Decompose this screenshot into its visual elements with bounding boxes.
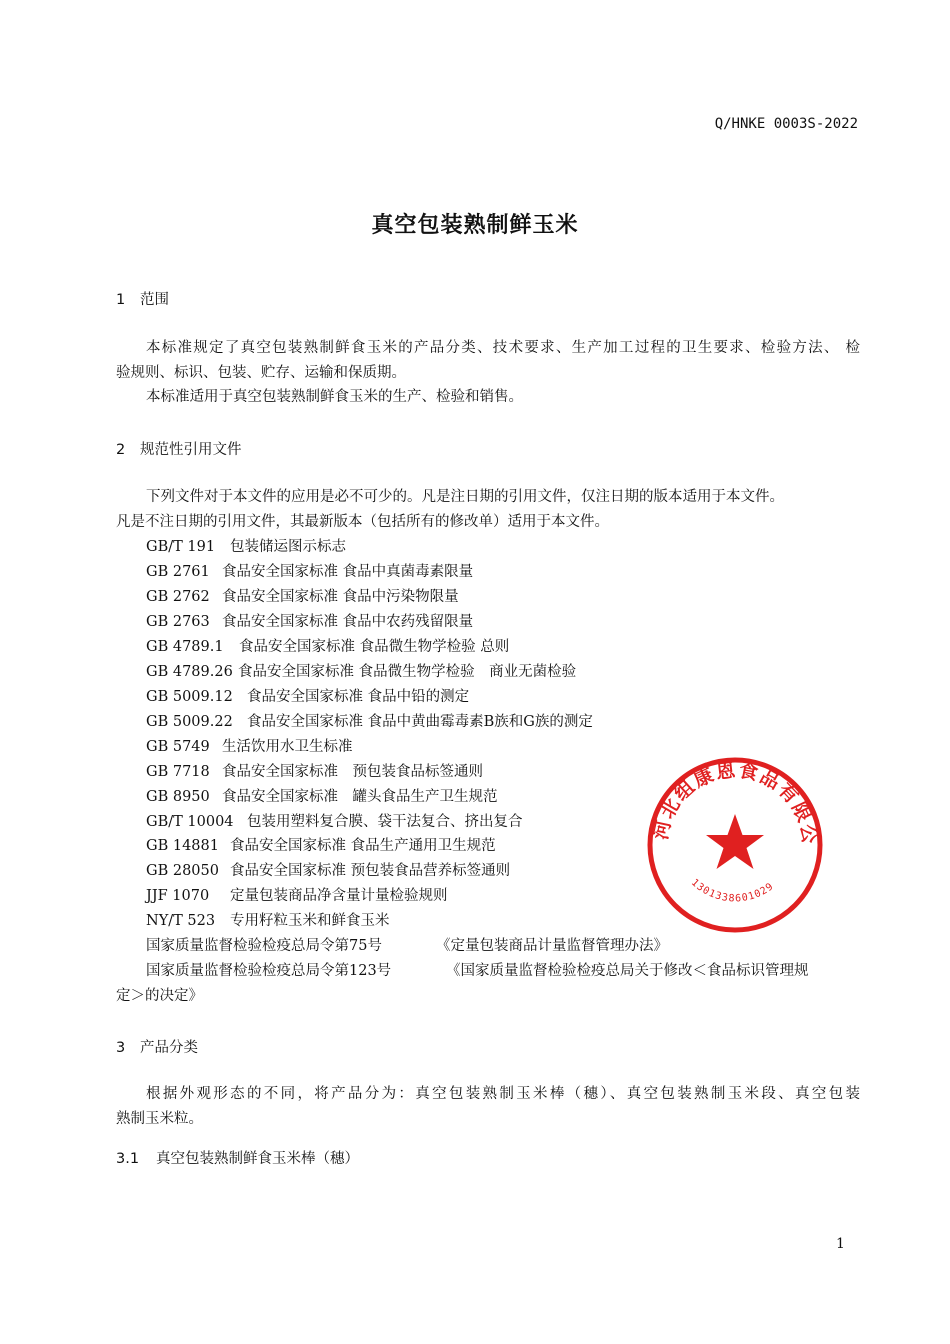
reference-item (146, 834, 496, 859)
standard-code: Q/HNKE 0003S-2022 (714, 116, 858, 132)
reference-code: GB 2762 (146, 589, 210, 605)
reference-code: GB 2761 (146, 564, 210, 580)
scope-paragraph-line1: 本标准规定了真空包装熟制鲜食玉米的产品分类、技术要求、生产加工过程的卫生要求、检验方法、 检 (146, 340, 860, 356)
reference-item (146, 610, 473, 635)
reference-name: 食品安全国家标准 预包装食品标签通则 (222, 764, 483, 780)
reference-item (146, 585, 459, 610)
reference-item (146, 535, 346, 560)
reference-code: NY/T 523 (146, 913, 216, 929)
reference-name: 食品安全国家标准 食品中黄曲霉毒素B族和G族的测定 (247, 714, 593, 730)
reference-name: 食品安全国家标准 食品微生物学检验 总则 (239, 639, 510, 655)
page-number: 1 (836, 1236, 845, 1252)
reference-item (146, 810, 523, 835)
seal-star-icon (706, 814, 764, 869)
reference-name: 包装储运图示标志 (230, 539, 346, 555)
section-title: 范围 (140, 292, 169, 308)
company-seal-graphic (646, 756, 824, 934)
reference-item (146, 859, 510, 884)
section-heading-1 (116, 288, 169, 309)
document-title: 真空包装熟制鲜玉米 (371, 213, 579, 238)
reference-name: 食品安全国家标准 预包装食品营养标签通则 (230, 863, 511, 879)
reference-code: GB 28050 (146, 863, 219, 879)
reference-code: GB/T 191 (146, 539, 216, 555)
references-intro-line2: 凡是不注日期的引用文件，其最新版本（包括所有的修改单）适用于本文件。 (116, 514, 609, 530)
reference-item (146, 735, 353, 760)
seal-company-path: 河北组康恩食品有限公 (649, 759, 821, 847)
reference-name: 食品安全国家标准 食品中污染物限量 (222, 589, 459, 605)
reference-code: GB 8950 (146, 789, 210, 805)
reference-code: GB 5749 (146, 739, 210, 755)
references-intro-line1: 下列文件对于本文件的应用是必不可少的。凡是注日期的引用文件，仅注日期的版本适用于本文件。 (146, 489, 784, 505)
regulation-item (146, 934, 668, 959)
reference-name: 食品安全国家标准 食品中铅的测定 (247, 689, 470, 705)
reference-name: 包装用塑料复合膜、袋干法复合、挤出复合 (247, 814, 523, 830)
reference-item (146, 760, 483, 785)
reference-item (146, 785, 498, 810)
subsection-title: 真空包装熟制鲜食玉米棒（穗） (156, 1151, 359, 1167)
section-title: 产品分类 (140, 1040, 198, 1056)
section-title: 规范性引用文件 (140, 442, 242, 458)
reference-name: 定量包装商品净含量计量检验规则 (230, 888, 448, 904)
reference-name: 生活饮用水卫生标准 (222, 739, 353, 755)
section-heading-2 (116, 438, 242, 459)
reference-code: GB 14881 (146, 838, 219, 854)
regulation-name: 《定量包装商品计量监督管理办法》 (436, 938, 668, 954)
reference-name: 食品安全国家标准 罐头食品生产卫生规范 (222, 789, 498, 805)
section-number: 2 (116, 442, 126, 458)
reference-name: 食品安全国家标准 食品中真菌毒素限量 (222, 564, 474, 580)
reference-item (146, 560, 473, 585)
reference-name: 食品安全国家标准 食品中农药残留限量 (222, 614, 474, 630)
reference-code: GB 7718 (146, 764, 210, 780)
reference-item (146, 710, 593, 735)
regulation-name-continued: 定＞的决定》 (116, 988, 203, 1004)
classification-line2: 熟制玉米粒。 (116, 1111, 203, 1127)
reference-name: 食品安全国家标准 食品生产通用卫生规范 (230, 838, 496, 854)
reference-code: GB 4789.1 (146, 639, 224, 655)
subsection-number: 3.1 (116, 1151, 140, 1167)
reference-item (146, 884, 448, 909)
reference-name: 专用籽粒玉米和鲜食玉米 (230, 913, 390, 929)
regulation-item (146, 959, 809, 984)
reference-code: GB 5009.12 (146, 689, 233, 705)
reference-item (146, 635, 509, 660)
reference-code: GB 2763 (146, 614, 210, 630)
subsection-heading-3-1 (116, 1147, 359, 1168)
scope-paragraph-2: 本标准适用于真空包装熟制鲜食玉米的生产、检验和销售。 (146, 389, 523, 405)
seal-number-text (689, 877, 776, 904)
section-number: 3 (116, 1040, 126, 1056)
section-number: 1 (116, 292, 126, 308)
company-seal (646, 756, 824, 934)
reference-item (146, 685, 469, 710)
reference-code: GB/T 10004 (146, 814, 234, 830)
scope-paragraph-line2: 验规则、标识、包装、贮存、运输和保质期。 (116, 365, 406, 381)
regulation-code: 国家质量监督检验检疫总局令第75号 (146, 938, 382, 954)
reference-name: 食品安全国家标准 食品微生物学检验 商业无菌检验 (238, 664, 577, 680)
reference-code: JJF 1070 (146, 888, 210, 904)
reference-code: GB 4789.26 (146, 664, 233, 680)
seal-number-path: 1301338601029 (688, 877, 777, 905)
reference-item (146, 909, 390, 934)
reference-item (146, 660, 576, 685)
classification-line1: 根据外观形态的不同，将产品分为：真空包装熟制玉米棒（穗）、真空包装熟制玉米段、真空包装 (146, 1086, 860, 1102)
regulation-code: 国家质量监督检验检疫总局令第123号 (146, 963, 392, 979)
regulation-name: 《国家质量监督检验检疫总局关于修改＜食品标识管理规 (446, 963, 809, 979)
reference-code: GB 5009.22 (146, 714, 233, 730)
section-heading-3 (116, 1036, 198, 1057)
